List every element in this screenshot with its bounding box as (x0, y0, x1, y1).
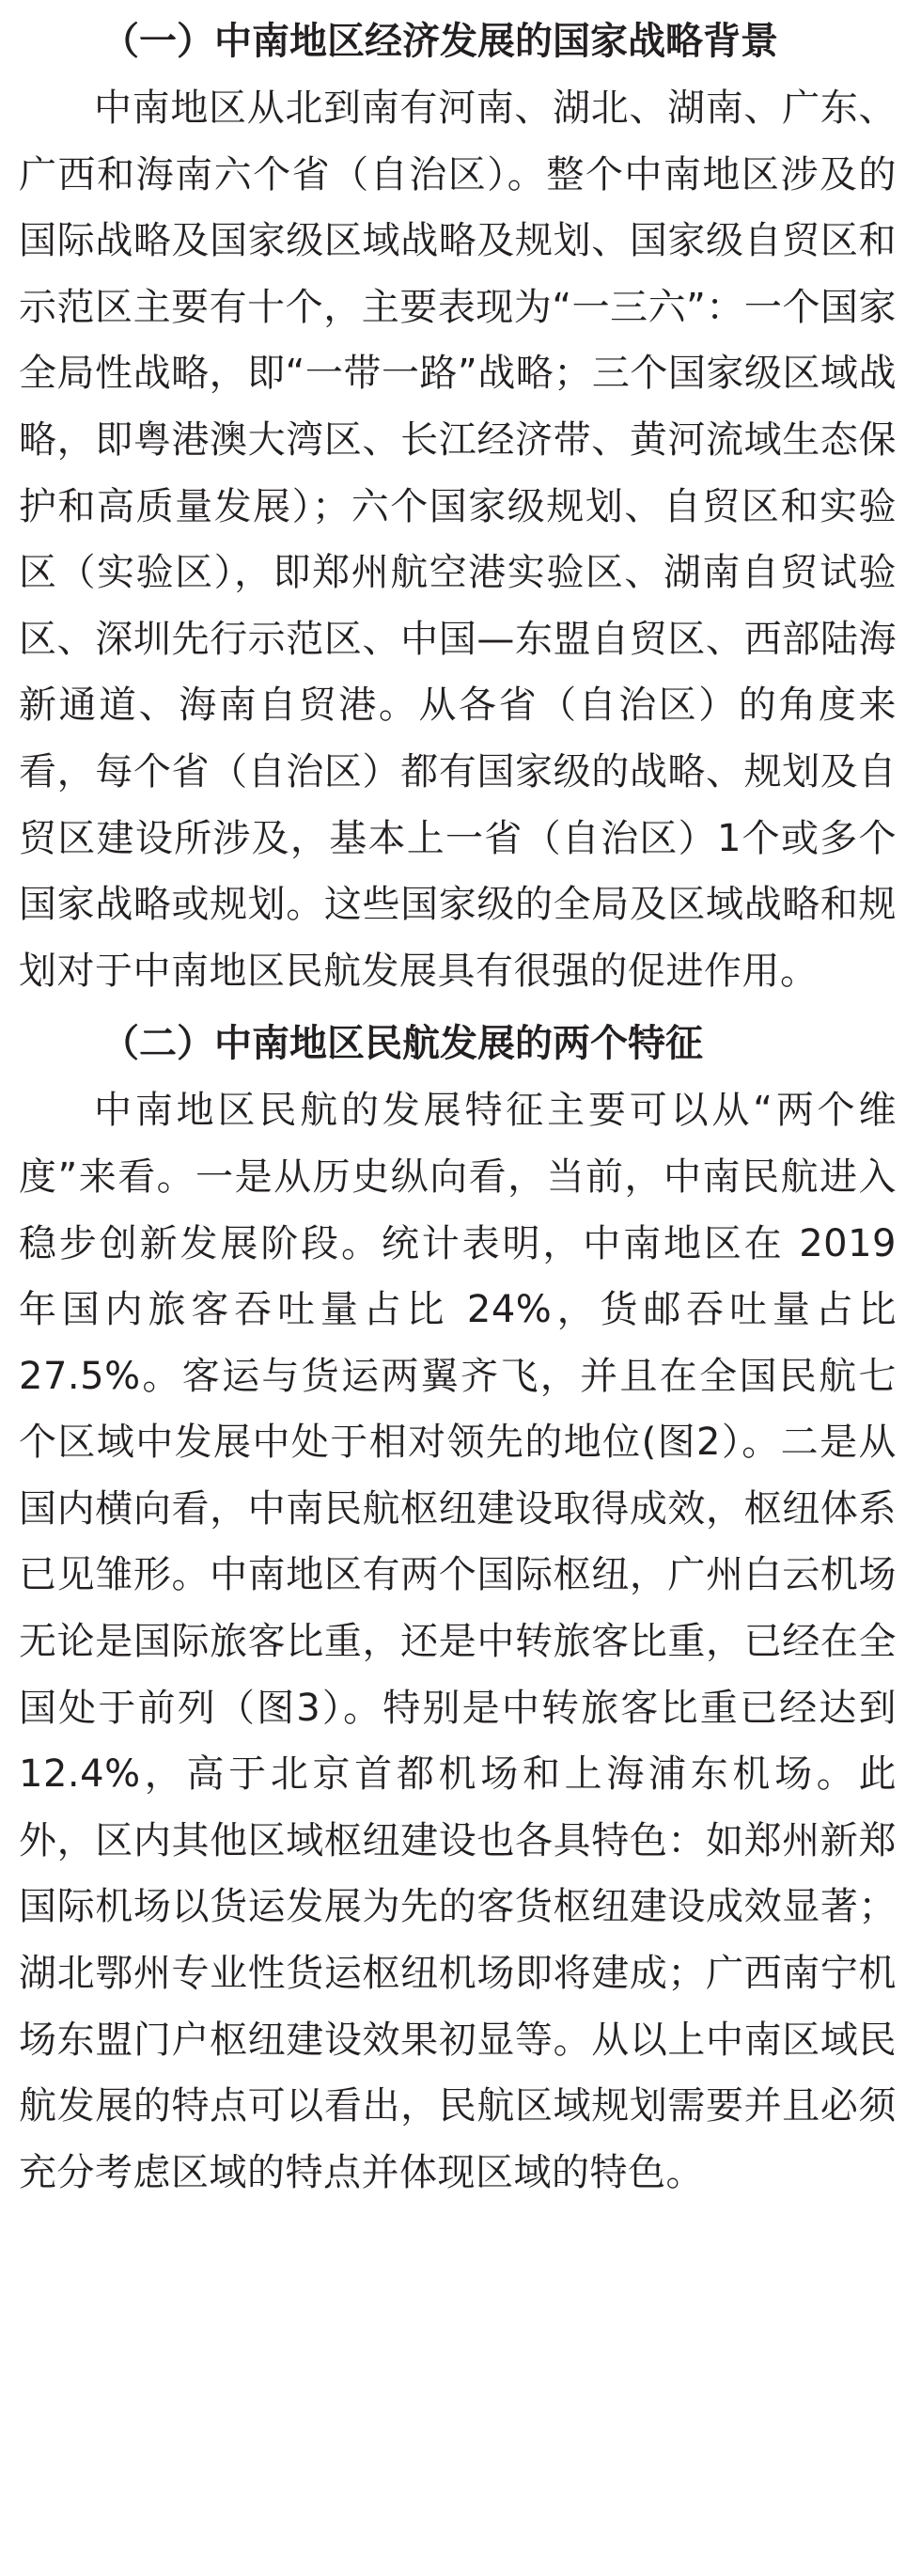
section-civil-aviation-features (19, 1010, 897, 2206)
section-paragraph: 中南地区民航的发展特征主要可以从“两个维度”来看。一是从历史纵向看，当前，中南民航进入稳步创新发展阶段。统计表明，中南地区在 2019 年国内旅客吞吐量占比 24%，货邮吞吐量占比 27.5%。客运与货运两翼齐飞，并且在全国民航七个区域中发展中处于相对领先的地位(图2）。二是从国内横向看，中南民航枢纽建设取得成效，枢纽体系已见雏形。中南地区有两个国际枢纽，广州白云机场无论是国际旅客比重，还是中转旅客比重，已经在全国处于前列（图3）。特别是中转旅客比重已经达到 12.4%，高于北京首都机场和上海浦东机场。此外，区内其他区域枢纽建设也各具特色：如郑州新郑国际机场以货运发展为先的客货枢纽建设成效显著；湖北鄂州专业性货运枢纽机场即将建成；广西南宁机场东盟门户枢纽建设效果初显等。从以上中南区域民航发展的特点可以看出，民航区域规划需要并且必须充分考虑区域的特点并体现区域的特色。 (19, 1089, 897, 2194)
section-heading: （一）中南地区经济发展的国家战略背景 (101, 20, 778, 63)
section-national-strategy (19, 8, 897, 1004)
section-heading: （二）中南地区民航发展的两个特征 (101, 1022, 703, 1066)
section-paragraph: 中南地区从北到南有河南、湖北、湖南、广东、广西和海南六个省（自治区）。整个中南地区涉及的国际战略及国家级区域战略及规划、国家级自贸区和示范区主要有十个，主要表现为“一三六”：一个国家全局性战略，即“一带一路”战略；三个国家级区域战略，即粤港澳大湾区、长江经济带、黄河流域生态保护和高质量发展）；六个国家级规划、自贸区和实验区（实验区），即郑州航空港实验区、湖南自贸试验区、深圳先行示范区、中国—东盟自贸区、西部陆海新通道、海南自贸港。从各省（自治区）的角度来看，每个省（自治区）都有国家级的战略、规划及自贸区建设所涉及，基本上一省（自治区）1个或多个国家战略或规划。这些国家级的全局及区域战略和规划对于中南地区民航发展具有很强的促进作用。 (19, 86, 897, 993)
